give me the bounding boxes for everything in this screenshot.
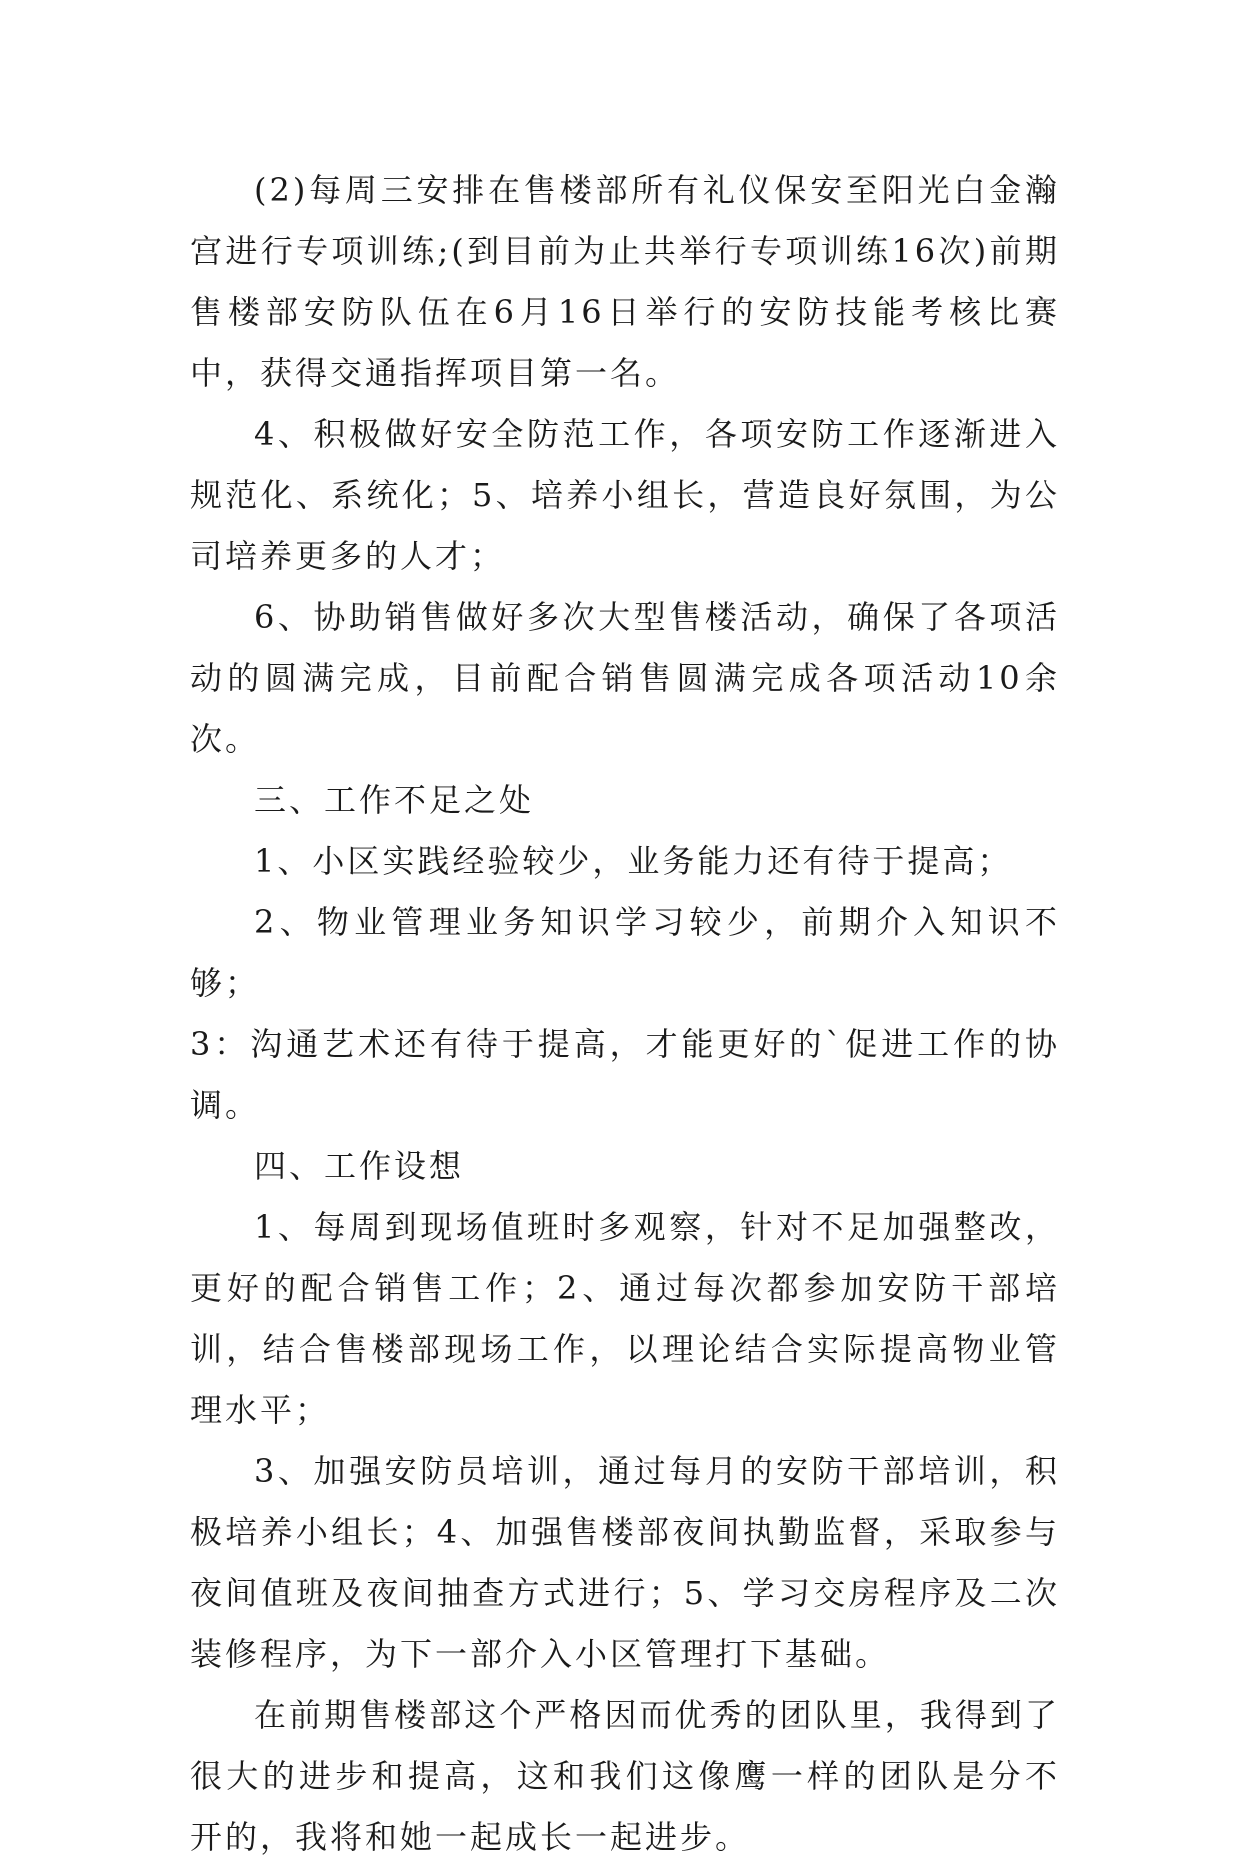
paragraph-plan-3: 3、加强安防员培训，通过每月的安防干部培训，积极培养小组长；4、加强售楼部夜间执勤监督，采取参与夜间值班及夜间抽查方式进行；5、学习交房程序及二次装修程序，为下一部介入小区管理打下基础。 — [190, 1452, 1060, 1673]
section-heading-shortcomings: 三、工作不足之处 — [254, 781, 535, 819]
document-body — [190, 160, 1060, 1868]
paragraph-sales-support: 6、协助销售做好多次大型售楼活动，确保了各项活动的圆满完成，目前配合销售圆满完成各项活动10余次。 — [190, 598, 1060, 758]
paragraph-shortcoming-2: 2、物业管理业务知识学习较少，前期介入知识不够； — [190, 903, 1060, 1002]
paragraph-shortcoming-1: 1、小区实践经验较少，业务能力还有待于提高； — [254, 842, 1013, 880]
paragraph-safety: 4、积极做好安全防范工作，各项安防工作逐渐进入规范化、系统化；5、培养小组长，营造良好氛围，为公司培养更多的人才； — [190, 415, 1060, 575]
paragraph-training: (2)每周三安排在售楼部所有礼仪保安至阳光白金瀚宫进行专项训练;(到目前为止共举行专项训练16次)前期售楼部安防队伍在6月16日举行的安防技能考核比赛中，获得交通指挥项目第一名。 — [190, 171, 1060, 392]
section-heading-plans: 四、工作设想 — [254, 1147, 465, 1185]
paragraph-plan-1: 1、每周到现场值班时多观察，针对不足加强整改，更好的配合销售工作；2、通过每次都参加安防干部培训，结合售楼部现场工作，以理论结合实际提高物业管理水平； — [190, 1208, 1060, 1429]
paragraph-shortcoming-3: 3：沟通艺术还有待于提高，才能更好的`促进工作的协调。 — [190, 1025, 1060, 1124]
paragraph-conclusion: 在前期售楼部这个严格因而优秀的团队里，我得到了很大的进步和提高，这和我们这像鹰一样的团队是分不开的，我将和她一起成长一起进步。 — [190, 1696, 1060, 1856]
